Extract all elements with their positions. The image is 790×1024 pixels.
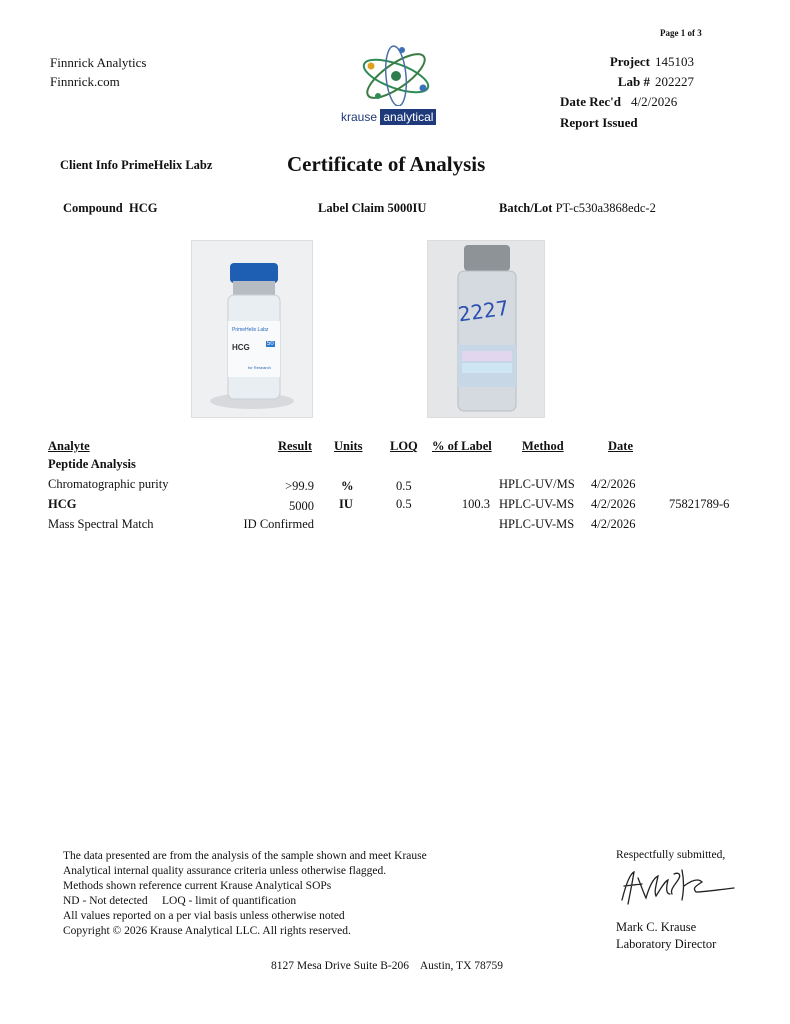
report-issued-label: Report Issued: [560, 115, 638, 130]
date-received-label: Date Rec'd: [560, 94, 622, 109]
lab-label: Lab #: [617, 74, 650, 89]
row3-method: HPLC-UV-MS: [499, 517, 575, 531]
row1-date: 4/2/2026: [591, 477, 636, 491]
sample-photo-front: [191, 240, 313, 418]
header-date: Date: [608, 439, 633, 453]
company-name: Finnrick Analytics: [50, 55, 147, 70]
header-pct-label: % of Label: [432, 439, 492, 453]
row2-pct: 100.3: [461, 497, 490, 511]
sample-photo-back: [427, 240, 545, 418]
vial-label-brand: PrimeHelix Labz: [232, 327, 269, 333]
row2-loq: 0.5: [396, 497, 412, 511]
client-info: [60, 158, 212, 173]
label-claim-label: Label Claim: [318, 201, 385, 215]
footer-note: The data presented are from the analysis of the sample shown and meet Krause: [63, 850, 427, 862]
row2-ref: 75821789-6: [669, 497, 730, 511]
page-number: Page 1 of 3: [660, 28, 702, 38]
header-loq: LOQ: [390, 439, 418, 453]
row2-analyte: HCG: [48, 497, 77, 511]
sample-number: 2227: [456, 295, 511, 327]
project-value: 145103: [655, 54, 694, 69]
atom-icon: [338, 44, 454, 106]
row2-method: HPLC-UV-MS: [499, 497, 575, 511]
footer-note: Analytical internal quality assurance criteria unless otherwise flagged.: [63, 865, 387, 877]
compound-info: [63, 201, 157, 216]
row1-analyte: Chromatographic purity: [48, 477, 169, 491]
handwritten-signature: [612, 864, 742, 914]
footer-note: Copyright © 2026 Krause Analytical LLC. All rights reserved.: [63, 925, 351, 937]
company-website: Finnrick.com: [50, 74, 120, 89]
batch-lot: [499, 201, 656, 216]
row1-units: %: [341, 479, 354, 493]
row3-result: ID Confirmed: [243, 517, 314, 531]
footer-note: ND - Not detected LOQ - limit of quantification: [63, 895, 297, 907]
krause-logo: [338, 44, 454, 132]
row1-result: >99.9: [285, 479, 314, 493]
row1-loq: 0.5: [396, 479, 412, 493]
vial-back-image: [428, 241, 544, 417]
row3-date: 4/2/2026: [591, 517, 636, 531]
signer-title: Laboratory Director: [616, 937, 717, 951]
header-result: Result: [277, 439, 312, 453]
client-label: Client Info: [60, 158, 118, 172]
client-value: PrimeHelix Labz: [121, 158, 213, 172]
footer-notes: [63, 849, 543, 939]
row3-analyte: Mass Spectral Match: [48, 517, 154, 531]
label-claim-value: 5000IU: [387, 201, 427, 215]
logo-word-krause: krause: [341, 110, 378, 124]
vial-label-badge: 50: [267, 341, 274, 347]
lab-address: 8127 Mesa Drive Suite B-206 Austin, TX 78759: [271, 960, 504, 972]
row2-units: IU: [339, 497, 353, 511]
row2-result: 5000: [289, 499, 314, 513]
compound-value: HCG: [129, 201, 158, 215]
signature-image: [612, 864, 742, 914]
logo-word-analytical: analytical: [380, 109, 436, 125]
footer-note: Methods shown reference current Krause Analytical SOPs: [63, 880, 332, 892]
row2-date: 4/2/2026: [591, 497, 636, 511]
batch-label: Batch/Lot: [499, 201, 553, 215]
vial-label-footer: for Research: [248, 365, 271, 370]
vial-label-name: HCG: [232, 343, 250, 352]
footer-note: All values reported on a per vial basis unless otherwise noted: [63, 910, 345, 922]
compound-label: Compound: [63, 201, 123, 215]
header-analyte: Analyte: [48, 439, 90, 453]
page-title: Certificate of Analysis: [287, 152, 486, 176]
label-claim: [318, 201, 426, 216]
project-label: Project: [609, 54, 650, 69]
respectfully-submitted: Respectfully submitted,: [616, 849, 726, 861]
signer-name: Mark C. Krause: [616, 920, 697, 934]
header-method: Method: [522, 439, 564, 453]
row1-method: HPLC-UV/MS: [499, 477, 575, 491]
section-peptide-analysis: Peptide Analysis: [48, 457, 136, 471]
header-units: Units: [334, 439, 363, 453]
batch-value: PT-c530a3868edc-2: [555, 201, 656, 215]
date-received-value: 4/2/2026: [631, 94, 678, 109]
lab-value: 202227: [655, 74, 694, 89]
